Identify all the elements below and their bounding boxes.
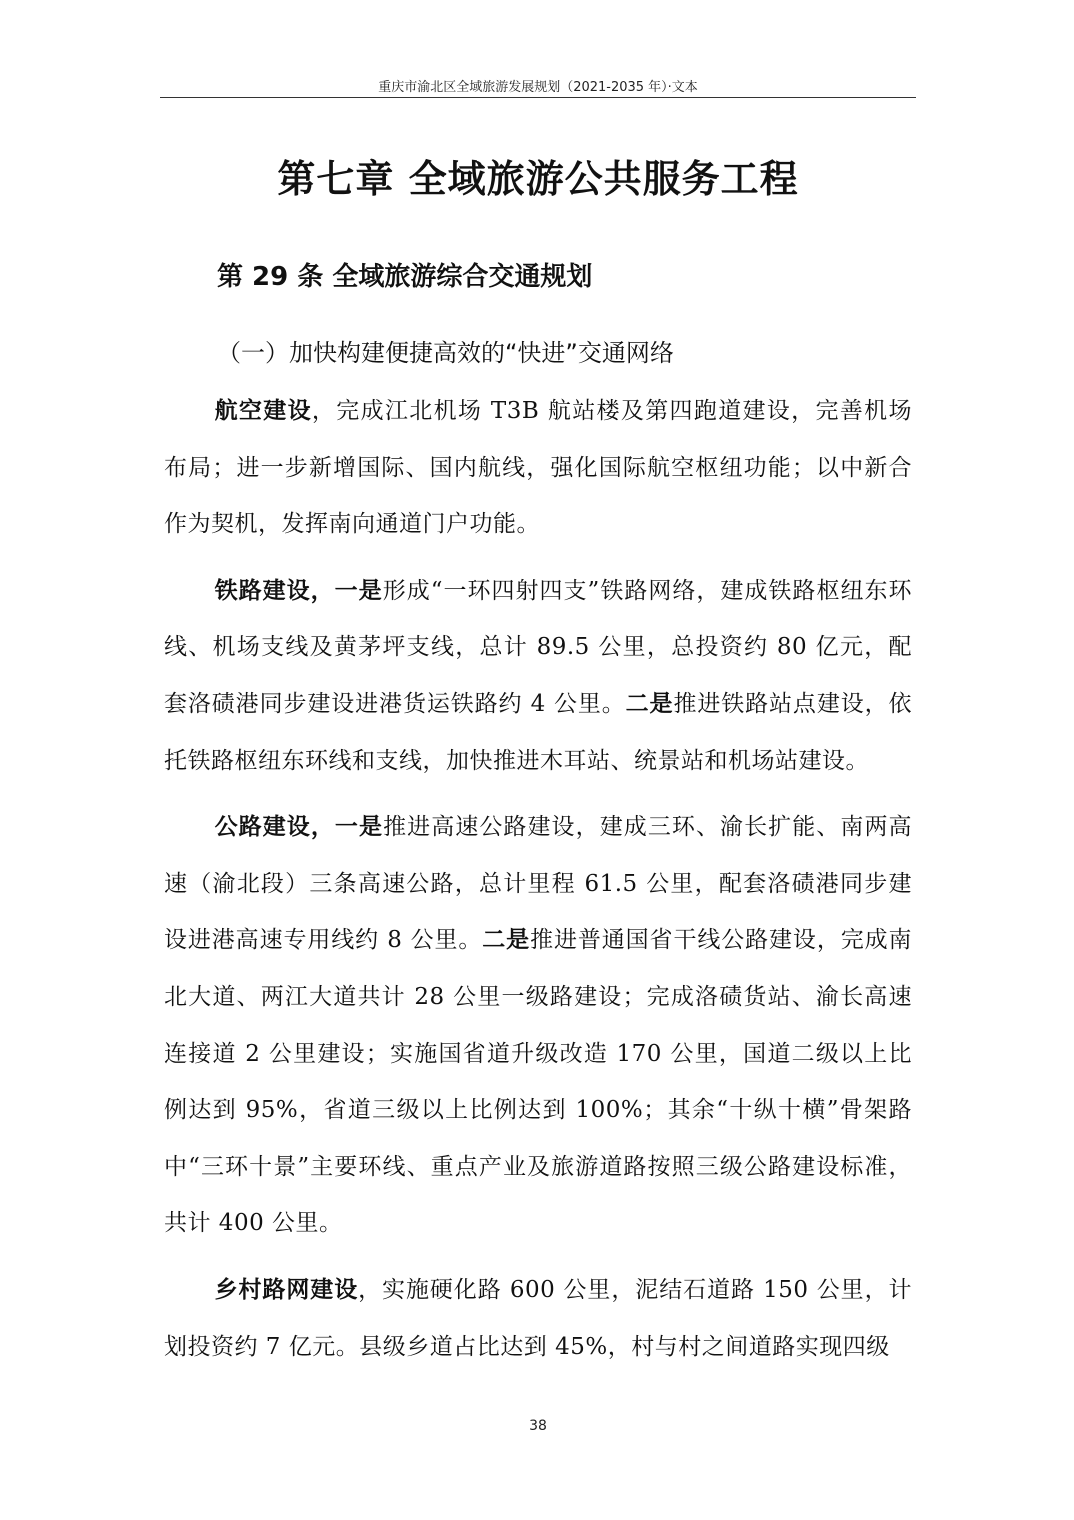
paragraph-lead: 铁路建设，一是 bbox=[214, 577, 383, 604]
chapter-title: 第七章 全域旅游公共服务工程 bbox=[277, 157, 799, 201]
paragraph-lead: 乡村路网建设 bbox=[214, 1276, 359, 1303]
paragraph-text: ，实施硬化路 600 公里，泥结石道路 150 公里，计划投资约 7 亿元。县级乡道占比达到 45%，村与村之间道路实现四级 bbox=[164, 1276, 913, 1360]
paragraph-lead: 航空建设 bbox=[214, 398, 312, 424]
header-rule bbox=[160, 97, 916, 98]
paragraph-lead-2: 二是 bbox=[482, 927, 531, 954]
article-title: 第 29 条 全域旅游综合交通规划 bbox=[217, 262, 593, 292]
running-header: 重庆市渝北区全域旅游发展规划（2021-2035 年）·文本 bbox=[378, 80, 698, 95]
subsection-title: （一）加快构建便捷高效的“快进”交通网络 bbox=[217, 339, 674, 367]
paragraph-text-2: 推进铁路站点建设，依托铁路枢纽东环线和支线，加快推进木耳站、统景站和机场站建设。 bbox=[164, 690, 913, 774]
paragraph-text: ，完成江北机场 T3B 航站楼及第四跑道建设，完善机场布局；进一步新增国际、国内航线，强化国际航空枢纽功能；以中新合作为契机，发挥南向通道门户功能。 bbox=[164, 398, 913, 538]
body-text bbox=[164, 383, 912, 1385]
paragraph-text: 形成“一环四射四支”铁路网络，建成铁路枢纽东环线、机场支线及黄茅坪支线，总计 89.5 公里，总投资约 80 亿元，配套洛碛港同步建设进港货运铁路约 4 公里。 bbox=[164, 577, 912, 717]
paragraph-rural-roads bbox=[164, 1262, 912, 1375]
paragraph-railway bbox=[164, 563, 912, 789]
paragraph-highway bbox=[164, 799, 912, 1252]
paragraph-lead: 公路建设，一是 bbox=[214, 814, 384, 841]
page-number: 38 bbox=[529, 1418, 547, 1434]
paragraph-aviation bbox=[164, 383, 912, 553]
paragraph-text-2: 推进普通国省干线公路建设，完成南北大道、两江大道共计 28 公里一级路建设；完成洛碛货站、渝长高速连接道 2 公里建设；实施国省道升级改造 170 公里，国道二级以上比例达到 95%，省道三级以上比例达到 100%；其余“十纵十横”骨架路中“三环十景”主要环线、重点产业及旅游道路按照三级公路建设标准，共计 400 公里。 bbox=[164, 927, 912, 1237]
paragraph-text: 推进高速公路建设，建成三环、渝长扩能、南两高速（渝北段）三条高速公路，总计里程 61.5 公里，配套洛碛港同步建设进港高速专用线约 8 公里。 bbox=[164, 814, 913, 954]
paragraph-lead-2: 二是 bbox=[625, 690, 674, 717]
